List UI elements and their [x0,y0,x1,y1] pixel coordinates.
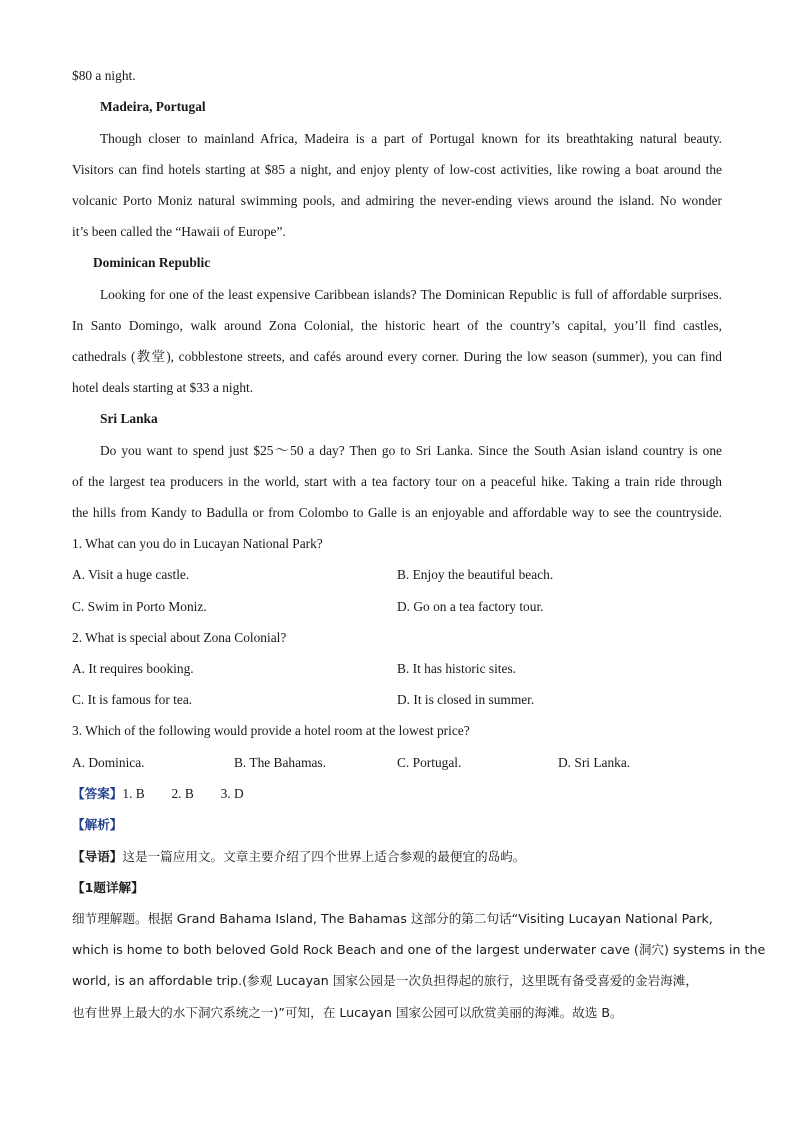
dominican-line-2: In Santo Domingo, walk around Zona Colonial, the historic heart of the country’s capital, you’ll find castles, [72,318,722,333]
guide-label: 【导语】 [72,849,123,864]
dominican-line-4: hotel deals starting at $33 a night. [72,380,254,395]
answer-line [72,784,722,804]
madeira-line-4: it’s been called the “Hawaii of Europe”. [72,224,286,239]
madeira-line-1: Though closer to mainland Africa, Madeira is a part of Portugal known for its breathtaking natural beauty. [100,131,722,146]
answer-text: 1. B 2. B 3. D [122,786,244,801]
detail-1-line-2: which is home to both beloved Gold Rock Beach and one of the largest underwater cave (洞穴) systems in the [72,942,766,957]
question-3-option-d: D. Sri Lanka. [558,755,631,770]
question-3-option-a: A. Dominica. [72,755,145,770]
srilanka-line-1: Do you want to spend just $25～50 a day? Then go to Sri Lanka. Since the South Asian island country is one [100,443,722,458]
question-3-option-c: C. Portugal. [397,755,462,770]
dominican-line-3: cathedrals (教堂), cobblestone streets, and cafés around every corner. During the low season (summer), you can find [72,349,722,364]
question-1-stem: 1. What can you do in Lucayan National Park? [72,536,323,551]
question-1-option-d: D. Go on a tea factory tour. [397,599,544,614]
question-2-option-a: A. It requires booking. [72,661,194,676]
madeira-line-3: volcanic Porto Moniz natural swimming pools, and admiring the never-ending views around the island. No wonder [72,193,722,208]
answer-label: 【答案】 [72,786,123,801]
question-1-option-c: C. Swim in Porto Moniz. [72,599,207,614]
madeira-line-2: Visitors can find hotels starting at $85 a night, and enjoy plenty of low-cost activities, like rowing a boat around the [72,162,722,177]
detail-1-label: 【1题详解】 [72,880,144,895]
guide-text: 这是一篇应用文。文章主要介绍了四个世界上适合参观的最便宜的岛屿。 [122,849,526,864]
detail-1-line-3: world, is an affordable trip.(参观 Lucayan 国家公园是一次负担得起的旅行，这里既有备受喜爱的金岩海滩， [72,973,698,988]
dominican-line-1: Looking for one of the least expensive Caribbean islands? The Dominican Republic is full of affordable surprises. [100,287,722,302]
question-3-option-b: B. The Bahamas. [234,755,326,770]
section-heading-dominican: Dominican Republic [93,255,211,270]
question-2-option-c: C. It is famous for tea. [72,692,193,707]
paragraph-tail: $80 a night. [72,68,136,83]
section-heading-srilanka: Sri Lanka [100,411,158,426]
section-heading-madeira: Madeira, Portugal [100,99,206,114]
guide-line [72,847,722,867]
question-2-option-d: D. It is closed in summer. [397,692,535,707]
analysis-label: 【解析】 [72,817,123,832]
detail-1-line-4: 也有世界上最大的水下洞穴系统之一)”可知，在 Lucayan 国家公园可以欣赏美丽的海滩。故选 B。 [72,1005,623,1020]
srilanka-line-3: the hills from Kandy to Badulla or from Colombo to Galle is an enjoyable and affordable way to see the countryside. [72,505,722,520]
question-1-option-a: A. Visit a huge castle. [72,567,190,582]
question-2-stem: 2. What is special about Zona Colonial? [72,630,287,645]
srilanka-line-2: of the largest tea producers in the world, start with a tea factory tour on a peaceful hike. Taking a train ride through [72,474,722,489]
question-3-stem: 3. Which of the following would provide a hotel room at the lowest price? [72,723,470,738]
question-2-option-b: B. It has historic sites. [397,661,517,676]
question-1-option-b: B. Enjoy the beautiful beach. [397,567,554,582]
detail-1-line-1: 细节理解题。根据 Grand Bahama Island, The Bahamas 这部分的第二句话“Visiting Lucayan National Park, [72,911,713,926]
